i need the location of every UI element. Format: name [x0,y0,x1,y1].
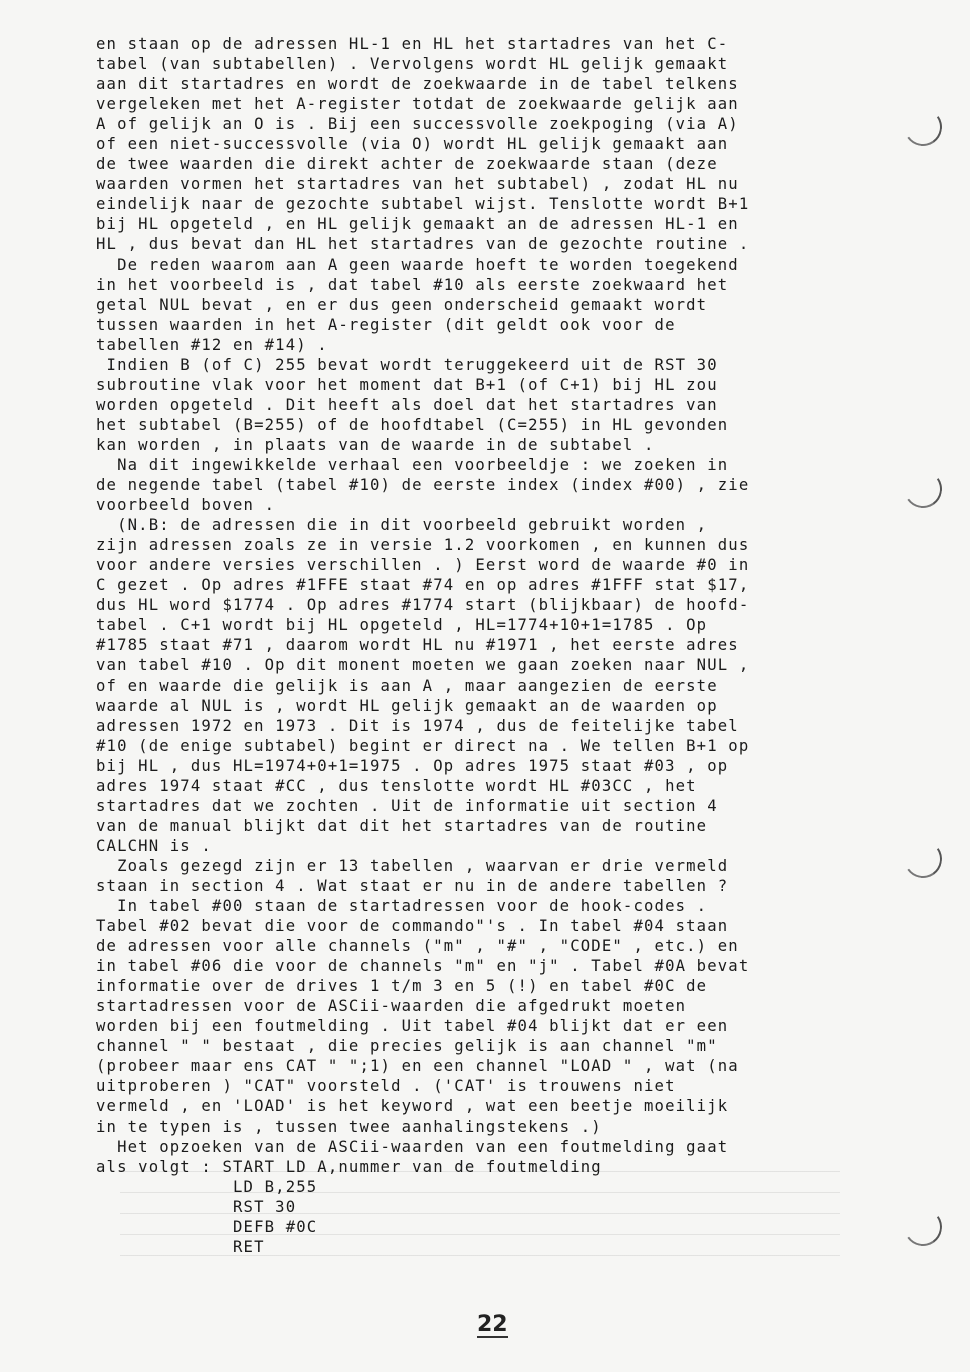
text-line: voorbeeld boven . [96,496,276,515]
text-line: Tabel #02 bevat die voor de commando"'s . In tabel #04 staan [96,917,729,936]
text-line: aan dit startadres en wordt de zoekwaarde in de tabel telkens [96,75,739,94]
text-line: of en waarde die gelijk is aan A , maar aangezien de eerste [96,676,718,695]
text-line: (probeer maar ens CAT " ";1) en een channel "LOAD " , wat (na [96,1057,739,1076]
text-line: het subtabel (B=255) of de hoofdtabel (C=255) in HL gevonden [96,415,729,434]
text-line: A of gelijk an O is . Bij een successvolle zoekpoging (via A) [96,115,739,134]
code-line: RET [96,1237,265,1256]
text-line: Indien B (of C) 255 bevat wordt teruggekeerd uit de RST 30 [96,355,718,374]
text-line: CALCHN is . [96,836,212,855]
text-line: tabel . C+1 wordt bij HL opgeteld , HL=1774+10+1=1785 . Op [96,616,708,635]
text-line: waarde al NUL is , wordt HL gelijk gemaakt an de waarden op [96,696,718,715]
text-line: staan in section 4 . Wat staat er nu in de andere tabellen ? [96,876,729,895]
binder-hole-1 [901,105,945,149]
text-line: #1785 staat #71 , daarom wordt HL nu #1971 , het eerste adres [96,636,739,655]
text-line: vergeleken met het A-register totdat de zoekwaarde gelijk aan [96,95,739,114]
text-line: Zoals gezegd zijn er 13 tabellen , waarvan er drie vermeld [96,856,729,875]
text-line: getal NUL bevat , en er dus geen onderscheid gemaakt wordt [96,295,708,314]
text-line: voor andere versies verschillen . ) Eerst word de waarde #0 in [96,556,750,575]
binder-hole-4 [901,1205,945,1249]
text-line: in tabel #06 die voor de channels "m" en "j" . Tabel #0A bevat [96,957,750,976]
code-line: LD B,255 [96,1177,318,1196]
text-line: de negende tabel (tabel #10) de eerste index (index #00) , zie [96,476,750,495]
text-line: In tabel #00 staan de startadressen voor de hook-codes . [96,897,708,916]
text-line: Het opzoeken van de ASCii-waarden van een foutmelding gaat [96,1137,729,1156]
text-line: Na dit ingewikkelde verhaal een voorbeeldje : we zoeken in [96,455,729,474]
code-block [96,1177,856,1257]
text-line: van tabel #10 . Op dit monent moeten we gaan zoeken naar NUL , [96,656,750,675]
text-line: worden bij een foutmelding . Uit tabel #04 blijkt dat er een [96,1017,729,1036]
text-line: als volgt : START LD A,nummer van de foutmelding [96,1157,602,1176]
text-line: de adressen voor alle channels ("m" , "#" , "CODE" , etc.) en [96,937,739,956]
text-line: worden opgeteld . Dit heeft als doel dat het startadres van [96,395,718,414]
text-line: startadres dat we zochten . Uit de informatie uit section 4 [96,796,718,815]
text-line: dus HL word $1774 . Op adres #1774 start (blijkbaar) de hoofd- [96,596,750,615]
text-line: (N.B: de adressen die in dit voorbeeld gebruikt worden , [96,516,708,535]
text-line: tabel (van subtabellen) . Vervolgens wordt HL gelijk gemaakt [96,55,729,74]
text-line: subroutine vlak voor het moment dat B+1 (of C+1) bij HL zou [96,375,718,394]
binder-hole-3 [901,837,945,881]
page-number: 22 [477,1312,508,1337]
text-line: kan worden , in plaats van de waarde in de subtabel . [96,435,655,454]
code-line: DEFB #0C [96,1217,318,1236]
text-line: adres 1974 staat #CC , dus tenslotte wordt HL #03CC , het [96,776,697,795]
document-body [96,34,856,1257]
text-line: adressen 1972 en 1973 . Dit is 1974 , dus de feitelijke tabel [96,716,739,735]
text-line: of een niet-successvolle (via O) wordt HL gelijk gemaakt aan [96,135,729,154]
text-line: van de manual blijkt dat dit het startadres van de routine [96,816,708,835]
code-line: RST 30 [96,1197,297,1216]
text-line: vermeld , en 'LOAD' is het keyword , wat een beetje moeilijk [96,1097,729,1116]
text-line: in te typen is , tussen twee aanhalingstekens .) [96,1117,602,1136]
text-line: bij HL , dus HL=1974+0+1=1975 . Op adres 1975 staat #03 , op [96,756,729,775]
text-line: startadressen voor de ASCii-waarden die afgedrukt moeten [96,997,687,1016]
text-line: de twee waarden die direkt achter de zoekwaarde staan (deze [96,155,718,174]
text-line: #10 (de enige subtabel) begint er direct na . We tellen B+1 op [96,736,750,755]
text-line: De reden waarom aan A geen waarde hoeft te worden toegekend [96,255,739,274]
text-line: zijn adressen zoals ze in versie 1.2 voorkomen , en kunnen dus [96,536,750,555]
text-line: bij HL opgeteld , en HL gelijk gemaakt an de adressen HL-1 en [96,215,739,234]
text-line: channel " " bestaat , die precies gelijk is aan channel "m" [96,1037,718,1056]
text-line: en staan op de adressen HL-1 en HL het startadres van het C- [96,35,729,53]
binder-hole-2 [901,467,945,511]
text-line: HL , dus bevat dan HL het startadres van de gezochte routine . [96,235,750,254]
text-line: uitproberen ) "CAT" voorsteld . ('CAT' is trouwens niet [96,1077,676,1096]
text-line: C gezet . Op adres #1FFE staat #74 en op adres #1FFF stat $17, [96,576,750,595]
text-line: waarden vormen het startadres van het subtabel) , zodat HL nu [96,175,739,194]
text-line: in het voorbeeld is , dat tabel #10 als eerste zoekwaard het [96,275,729,294]
text-line: tussen waarden in het A-register (dit geldt ook voor de [96,315,676,334]
text-line: informatie over de drives 1 t/m 3 en 5 (!) en tabel #0C de [96,977,708,996]
text-line: eindelijk naar de gezochte subtabel wijst. Tenslotte wordt B+1 [96,195,750,214]
text-line: tabellen #12 en #14) . [96,335,328,354]
